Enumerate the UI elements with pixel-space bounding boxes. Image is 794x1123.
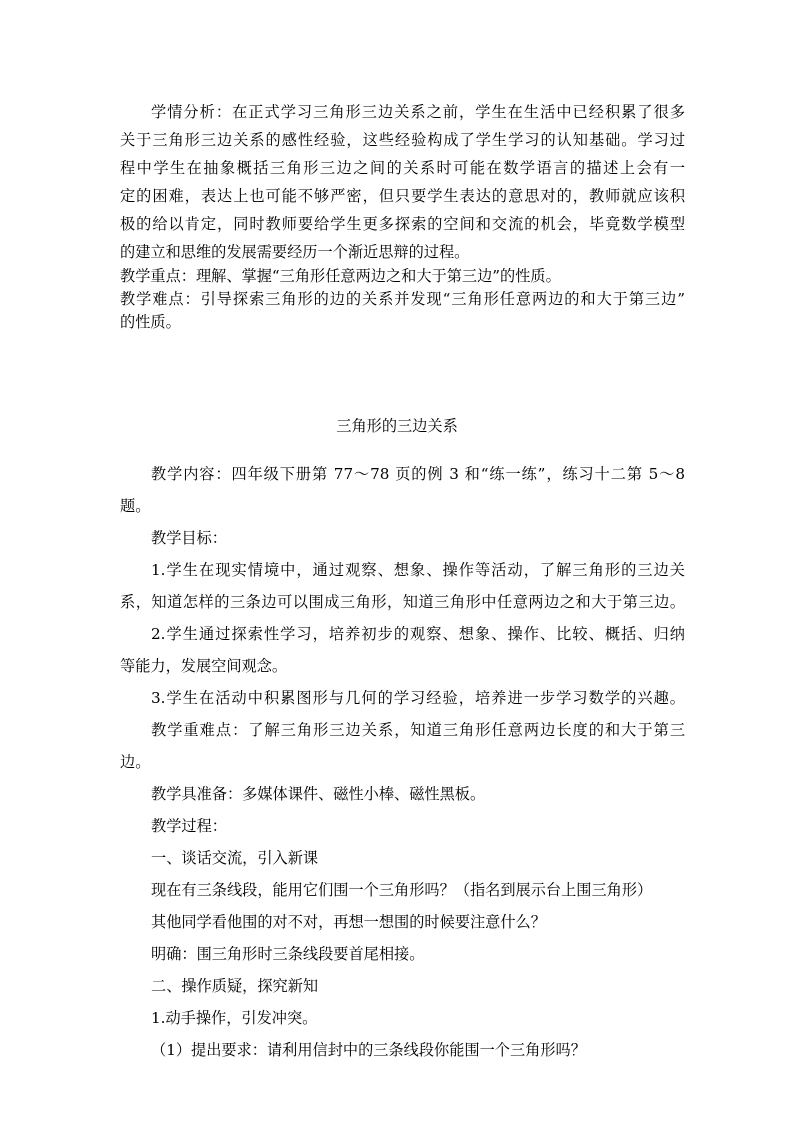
section-1-heading: 一、谈话交流，引入新课 — [151, 849, 319, 867]
lesson-title: 三角形的三边关系 — [336, 417, 458, 435]
analysis-line: 极的给以肯定，同时教师要给学生更多探索的空间和交流的机会，毕竟数学模型 — [120, 215, 685, 233]
objective-3: 3.学生在活动中积累图形与几何的学习经验，培养进一步学习数学的兴趣。 — [151, 689, 685, 707]
content-text-cont: 题。 — [120, 497, 151, 515]
difficulty-text-cont: 的性质。 — [120, 313, 181, 331]
question-2: 其他同学看他围的对不对，再想一想围的时候要注意什么？ — [151, 913, 546, 931]
objective-1: 1.学生在现实情境中，通过观察、想象、操作等活动，了解三角形的三边关 — [151, 561, 685, 579]
analysis-line: 程中学生在抽象概括三角形三边之间的关系时可能在数学语言的描述上会有一 — [120, 159, 685, 177]
key-difficulty: 教学重难点：了解三角形三边关系，知道三角形任意两边长度的和大于第三 — [151, 721, 685, 739]
key-difficulty-cont: 边。 — [120, 753, 151, 771]
step-1: 1.动手操作，引发冲突。 — [151, 1009, 318, 1027]
section-2-heading: 二、操作质疑，探究新知 — [151, 977, 319, 995]
key-point-text: 教学重点：理解、掌握“三角形任意两边之和大于第三边”的性质。 — [120, 267, 561, 285]
clarification: 明确：围三角形时三条线段要首尾相接。 — [151, 945, 425, 963]
analysis-line: 关于三角形三边关系的感性经验，这些经验构成了学生学习的认知基础。学习过 — [120, 131, 685, 149]
teaching-aids: 教学具准备：多媒体课件、磁性小棒、磁性黑板。 — [151, 785, 486, 803]
objective-2-cont: 等能力，发展空间观念。 — [120, 657, 288, 675]
objectives-heading: 教学目标： — [151, 529, 227, 547]
process-heading: 教学过程： — [151, 817, 227, 835]
objective-1-cont: 系，知道怎样的三条边可以围成三角形，知道三角形中任意两边之和大于第三边。 — [120, 593, 685, 611]
step-1a: （1）提出要求：请利用信封中的三条线段你能围一个三角形吗？ — [151, 1041, 586, 1059]
analysis-line: 学情分析：在正式学习三角形三边关系之前，学生在生活中已经积累了很多 — [151, 103, 685, 121]
difficulty-text: 教学难点：引导探索三角形的边的关系并发现“三角形任意两边的和大于第三边” — [120, 290, 685, 308]
content-text: 教学内容：四年级下册第 77～78 页的例 3 和“练一练”，练习十二第 5～8 — [151, 465, 685, 483]
question-1: 现在有三条线段，能用它们围一个三角形吗？（指名到展示台上围三角形） — [151, 881, 653, 899]
analysis-line: 的建立和思维的发展需要经历一个渐近思辩的过程。 — [120, 243, 470, 261]
analysis-line: 定的困难，表达上也可能不够严密，但只要学生表达的意思对的，教师就应该积 — [120, 187, 685, 205]
objective-2: 2.学生通过探索性学习，培养初步的观察、想象、操作、比较、概括、归纳 — [151, 625, 685, 643]
